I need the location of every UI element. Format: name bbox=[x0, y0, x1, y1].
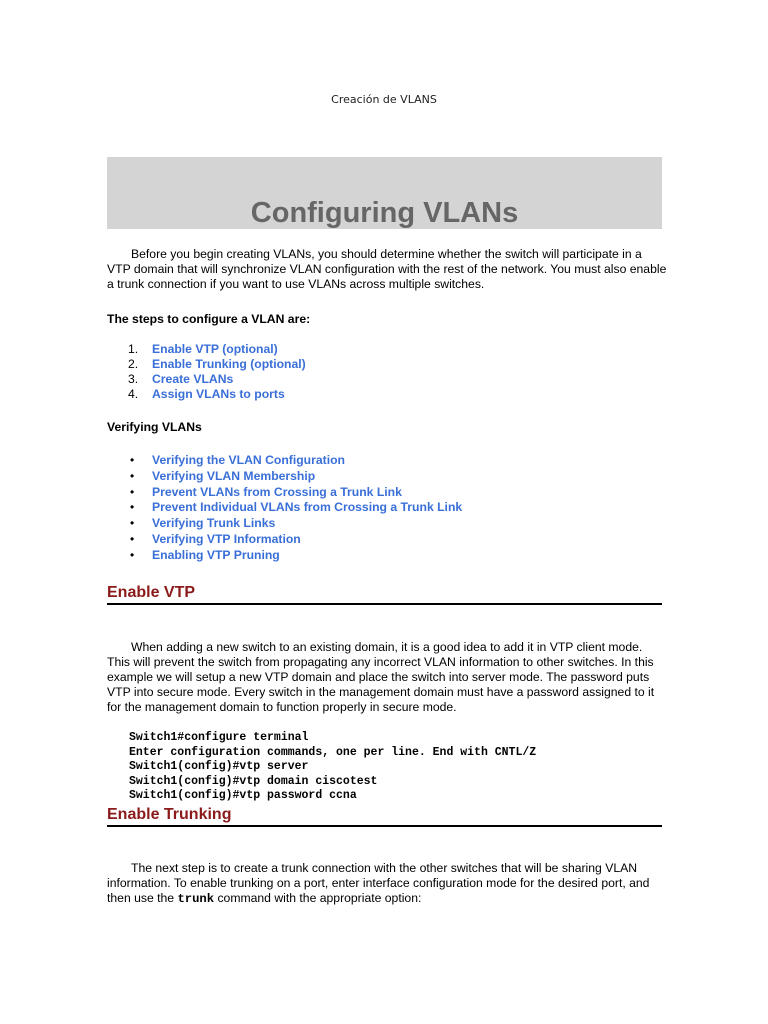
bullet-icon: • bbox=[130, 484, 135, 499]
bullet-icon: • bbox=[130, 516, 135, 531]
verify-link[interactable]: Verifying VLAN Membership bbox=[152, 468, 316, 483]
section-divider bbox=[107, 825, 662, 827]
verify-link[interactable]: Verifying VTP Information bbox=[152, 531, 301, 546]
list-item bbox=[107, 372, 306, 387]
trunking-text-after: command with the appropriate option: bbox=[217, 891, 422, 905]
list-item bbox=[107, 548, 462, 564]
bullet-icon: • bbox=[130, 531, 135, 546]
bullet-icon: • bbox=[130, 500, 135, 515]
intro-text: Before you begin creating VLANs, you should determine whether the switch will participate in a VTP domain that will synchronize VLAN configuration with the rest of the network. You must also enable a trunk connection if you want to use VLANs across multiple switches. bbox=[107, 247, 667, 291]
intro-paragraph bbox=[107, 247, 667, 292]
step-link-enable-vtp[interactable]: Enable VTP (optional) bbox=[152, 342, 278, 356]
section-divider bbox=[107, 603, 662, 605]
verify-link[interactable]: Verifying Trunk Links bbox=[152, 516, 276, 531]
code-line: Switch1#configure terminal bbox=[129, 731, 309, 744]
trunking-text-before: The next step is to create a trunk connection with the other switches that will be sharing VLAN information. To enable trunking on a port, enter interface configuration mode for the desired port, and then use the bbox=[107, 861, 650, 905]
list-item bbox=[107, 500, 462, 516]
steps-heading: The steps to configure a VLAN are: bbox=[107, 312, 311, 326]
steps-list bbox=[107, 342, 306, 402]
step-number: 4. bbox=[128, 387, 139, 401]
bullet-icon: • bbox=[130, 453, 135, 467]
vtp-text: When adding a new switch to an existing domain, it is a good idea to add it in VTP client mode. This will prevent the switch from propagating any incorrect VLAN information to other switches. In this example we will setup a new VTP domain and place the switch into server mode. The password puts VTP into secure mode. Every switch in the management domain must have a password assigned to it for the management domain to function properly in secure mode. bbox=[107, 640, 655, 714]
step-number: 2. bbox=[128, 357, 139, 371]
code-line: Switch1(config)#vtp password ccna bbox=[129, 789, 357, 803]
trunking-paragraph bbox=[107, 861, 667, 907]
page-title: Configuring VLANs bbox=[250, 197, 519, 229]
list-item bbox=[107, 453, 462, 469]
step-link-enable-trunking[interactable]: Enable Trunking (optional) bbox=[152, 357, 306, 371]
list-item bbox=[107, 485, 462, 501]
trunk-command: trunk bbox=[177, 892, 215, 906]
verify-list bbox=[107, 453, 462, 564]
step-link-assign-vlans[interactable]: Assign VLANs to ports bbox=[152, 387, 285, 401]
section-heading-enable-trunking: Enable Trunking bbox=[107, 806, 232, 823]
code-line: Switch1(config)#vtp server bbox=[129, 760, 309, 774]
step-number: 1. bbox=[128, 342, 139, 356]
code-line: Enter configuration commands, one per line. End with CNTL/Z bbox=[129, 745, 537, 759]
bullet-icon: • bbox=[130, 468, 135, 483]
verify-link[interactable]: Enabling VTP Pruning bbox=[152, 547, 280, 562]
step-number: 3. bbox=[128, 372, 139, 386]
verify-link[interactable]: Prevent VLANs from Crossing a Trunk Link bbox=[152, 484, 402, 499]
code-line: Switch1(config)#vtp domain ciscotest bbox=[129, 774, 378, 788]
bullet-icon: • bbox=[130, 547, 135, 562]
vtp-paragraph bbox=[107, 640, 667, 715]
verify-link[interactable]: Verifying the VLAN Configuration bbox=[152, 453, 345, 467]
list-item bbox=[107, 516, 462, 532]
verify-heading: Verifying VLANs bbox=[107, 420, 202, 434]
step-link-create-vlans[interactable]: Create VLANs bbox=[152, 372, 234, 386]
list-item bbox=[107, 469, 462, 485]
verify-link[interactable]: Prevent Individual VLANs from Crossing a Trunk Link bbox=[152, 500, 463, 515]
list-item bbox=[107, 387, 306, 402]
page-header: Creación de VLANS bbox=[331, 93, 437, 106]
vtp-code-block bbox=[129, 731, 536, 804]
list-item bbox=[107, 532, 462, 548]
section-heading-enable-vtp: Enable VTP bbox=[107, 584, 196, 601]
list-item bbox=[107, 357, 306, 372]
list-item bbox=[107, 342, 306, 357]
